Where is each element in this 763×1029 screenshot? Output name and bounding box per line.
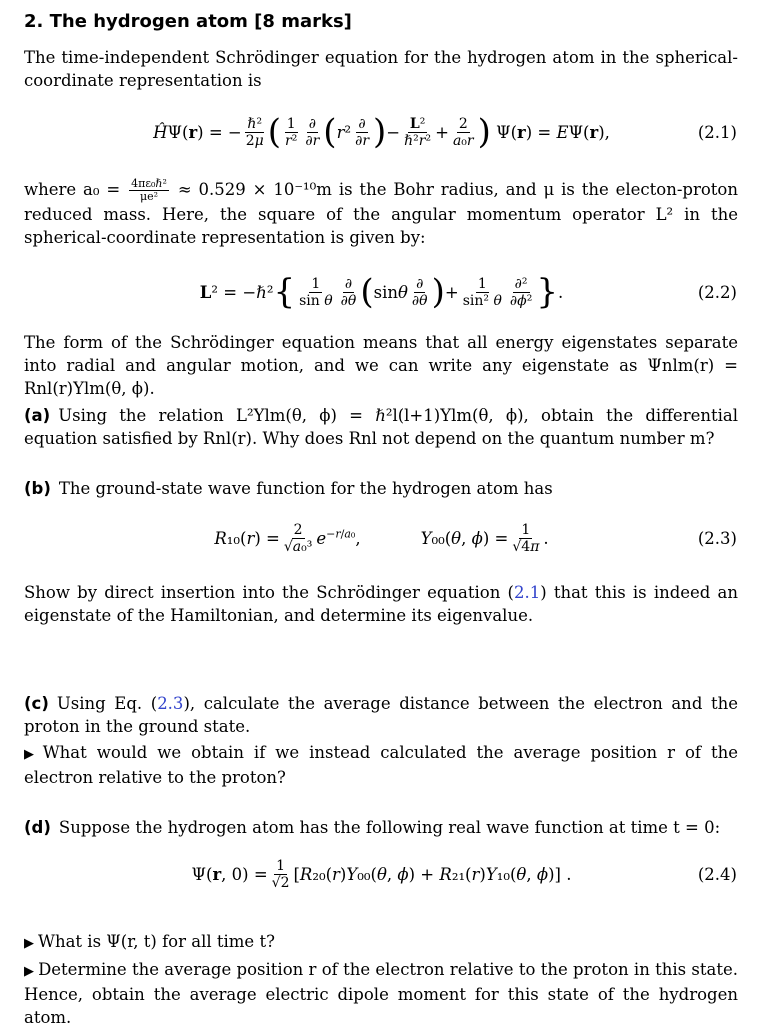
equation-reference[interactable]: 2.3 (157, 694, 184, 713)
bullet-triangle-icon: ▶ (24, 964, 35, 979)
bullet-triangle-icon: ▶ (24, 747, 39, 762)
separation-paragraph: The form of the Schrödinger equation means that all energy eigenstates separate into radial and angular motion, and we can write any eigenstate as Ψnlm(r) = Rnl(r)Ylm(θ, ϕ). (24, 333, 738, 398)
bohr-text: ≈ 0.529 × 10⁻¹⁰m is the Bohr radius, and μ is the electon-proton reduced mass. Here, the square of the angular momentum operator L² in the spherical-coordinate representation is given by: (24, 180, 738, 247)
equation-2-2: L² = −ℏ² { $\frac{1}{\text{sin θ}}$ $\frac{\partial}{\partial\theta}$ ( sin θ $\frac{\partial}{\partial\theta}$ ) + $\frac{1}{\text{sin² θ}}$ $\frac{\text{∂²}}{\text{∂ϕ²}}$ } . (2.2) (199, 272, 737, 312)
equation-number: (2.4) (697, 864, 737, 884)
part-a (24, 404, 738, 450)
part-c-label: (c) (24, 694, 49, 713)
equation-2-1: ĤΨ(r) = − $\frac{\text{ℏ²}}{2\mu}$ ( $\frac{1}{\text{r²}}$ $\frac{\partial}{\partial r}$ ( r ² $\frac{\partial}{\partial r}$ ) − $\frac{\text{L²}}{\text{ℏ²r²}}$ + $\frac{2}{\text{a₀r}}$ ) Ψ(r) = EΨ(r), (2.1) (153, 112, 737, 152)
part-d-bullet-2: ▶ Determine the average position r of the electron relative to the proton in this state. Hence, obtain the average electric dipole moment for this state of the hydrogen atom. (24, 960, 738, 1027)
bullet-triangle-icon: ▶ (24, 936, 34, 951)
equation-reference[interactable]: 2.1 (513, 583, 541, 602)
equation-number: (2.1) (697, 122, 737, 142)
section-title: 2. The hydrogen atom [8 marks] (24, 11, 352, 32)
part-b-text: The ground-state wave function for the hydrogen atom has (58, 479, 553, 498)
equation-number: (2.3) (697, 528, 737, 548)
part-d: (d) Suppose the hydrogen atom has the following real wave function at time t = 0: (24, 818, 721, 837)
part-a-text: Using the relation L²Ylm(θ, ϕ) = ℏ²l(l+1)Ylm(θ, ϕ), obtain the differential equation satisfied by Rnl(r). Why does Rnl not depend on the quantum number m? (24, 406, 738, 448)
part-a-label: (a) (24, 406, 51, 425)
part-b (24, 477, 738, 500)
part-c-bullet: ▶ What would we obtain if we instead calculated the average position r of the electron relative to the proton? (24, 743, 738, 787)
part-d-bullet-1: ▶ What is Ψ(r, t) for all time t? (24, 932, 275, 951)
part-d-label: (d) (24, 818, 51, 837)
part-c: (c) Using Eq. (2.3), calculate the average distance between the electron and the proton in the ground state. (24, 694, 738, 736)
bohr-paragraph: where a₀ = $\frac{\text{4πε₀ℏ²}}{\text{μe²}}$ ≈ 0.529 × 10⁻¹⁰m is the Bohr radius, and μ is the electon-proton reduced mass. Here, the square of the angular momentum operator L² in the spherical-coordinate representation is given by: (24, 177, 738, 247)
equation-2-4: Ψ(r, 0) = $\frac{1}{√2}$ [R₂₀(r)Y₀₀(θ, ϕ) + R₂₁(r)Y₁₀(θ, ϕ)] . (2.4) (191, 857, 737, 891)
equation-number: (2.2) (697, 282, 737, 302)
intro-paragraph: The time-independent Schrödinger equation for the hydrogen atom in the spherical-coordinate representation is (24, 48, 738, 90)
part-b-followup: Show by direct insertion into the Schrödinger equation (2.1) that this is indeed an eigenstate of the Hamiltonian, and determine its eigenvalue. (24, 583, 739, 625)
equation-2-3: R₁₀(r) = $\frac{2}{\text{√a₀³}}$ $e^{-r/a_0}$, Y₀₀(θ, ϕ) = $\frac{1}{√4\pi}$ . (2.3) (214, 521, 737, 555)
bohr-prefix: where a₀ = (24, 180, 121, 199)
part-b-label: (b) (24, 479, 51, 498)
